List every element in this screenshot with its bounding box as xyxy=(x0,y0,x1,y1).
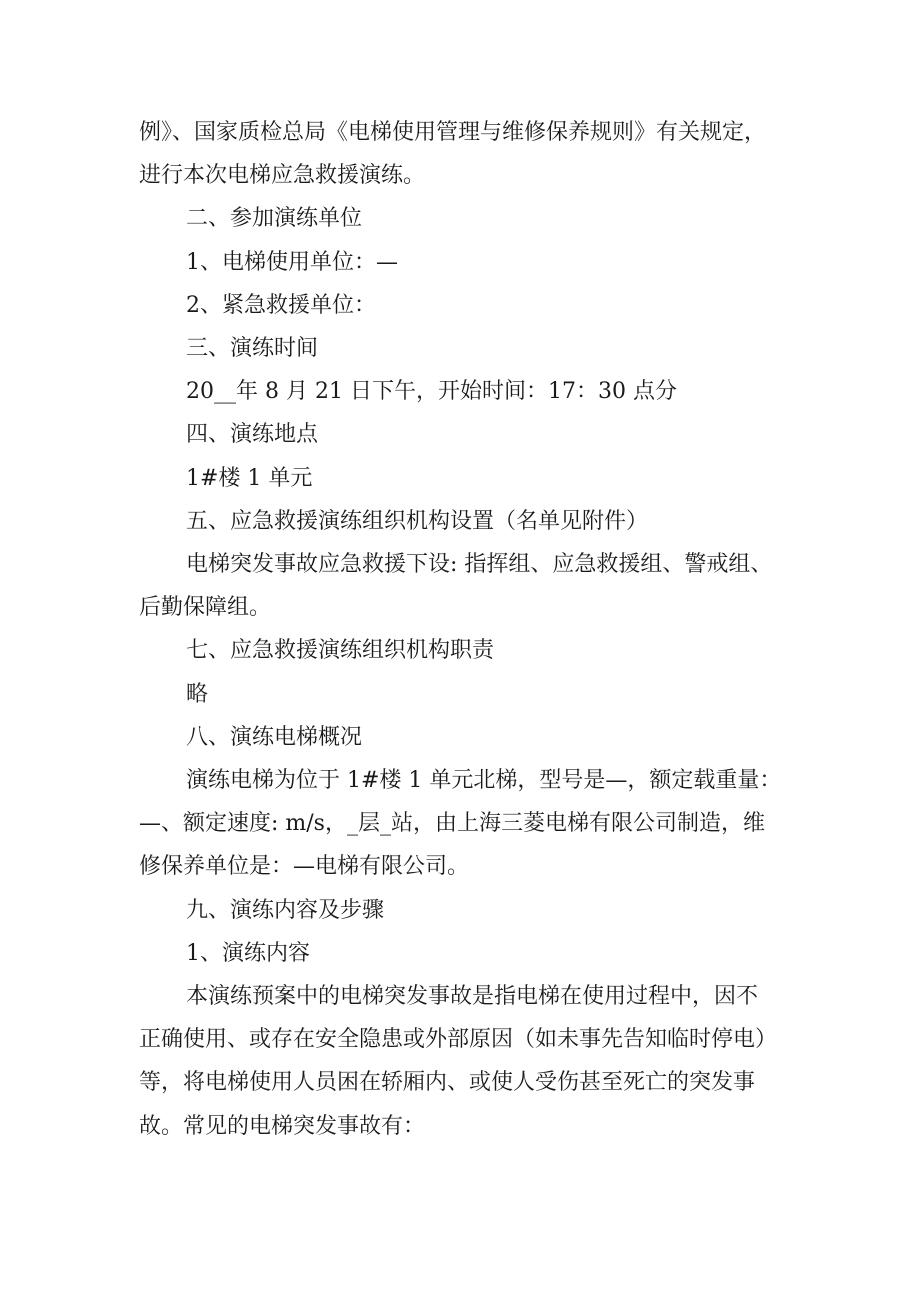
paragraph xyxy=(139,111,799,197)
text-line: 修保养单位是：—电梯有限公司。 xyxy=(139,854,470,880)
text-line: 三、演练时间 xyxy=(186,336,319,362)
text-line: 五、应急救援演练组织机构设置（名单见附件） xyxy=(186,508,649,534)
text-line: 故。常见的电梯突发事故有： xyxy=(139,1113,426,1139)
text-line: 九、演练内容及步骤 xyxy=(186,897,385,923)
paragraph xyxy=(139,673,799,716)
text-line: 1#楼 1 单元 xyxy=(186,465,313,491)
text-line: 本演练预案中的电梯突发事故是指电梯在使用过程中，因不 xyxy=(186,984,759,1010)
paragraph xyxy=(139,284,799,327)
text-line: 二、参加演练单位 xyxy=(186,206,363,232)
paragraph xyxy=(139,975,799,1148)
text-line: 20__年 8 月 21 日下午，开始时间：17：30 点分 xyxy=(186,379,677,405)
text-line: 演练电梯为位于 1#楼 1 单元北梯，型号是—，额定载重量： xyxy=(186,768,782,794)
text-line: 电梯突发事故应急救援下设: 指挥组、应急救援组、警戒组、 xyxy=(186,552,773,578)
text-line: 略 xyxy=(186,681,209,707)
text-line: 等，将电梯使用人员困在轿厢内、或使人受伤甚至死亡的突发事 xyxy=(139,1070,756,1096)
paragraph xyxy=(139,327,799,370)
paragraph xyxy=(139,889,799,932)
paragraph xyxy=(139,413,799,456)
text-line: 进行本次电梯应急救援演练。 xyxy=(139,163,426,189)
text-line: 后勤保障组。 xyxy=(139,595,272,621)
paragraph xyxy=(139,716,799,759)
text-line: 正确使用、或存在安全隐患或外部原因（如未事先告知临时停电） xyxy=(139,1027,778,1053)
text-line: 1、演练内容 xyxy=(186,940,310,966)
text-line: 2、紧急救援单位： xyxy=(186,292,376,318)
paragraph xyxy=(139,241,799,284)
text-line: 例》、国家质检总局《电梯使用管理与维修保养规则》有关规定， xyxy=(139,120,767,145)
text-line: 七、应急救援演练组织机构职责 xyxy=(186,638,495,664)
paragraph xyxy=(139,543,799,629)
paragraph xyxy=(139,932,799,975)
text-line: 四、演练地点 xyxy=(186,422,319,448)
paragraph xyxy=(139,457,799,500)
text-line: 1、电梯使用单位：— xyxy=(186,249,398,275)
paragraph xyxy=(139,629,799,672)
paragraph xyxy=(139,197,799,240)
text-line: 八、演练电梯概况 xyxy=(186,724,363,750)
text-line: —、额定速度: m/s，_层_站，由上海三菱电梯有限公司制造，维 xyxy=(139,811,765,837)
document-body xyxy=(139,111,799,1148)
paragraph xyxy=(139,370,799,413)
paragraph xyxy=(139,759,799,889)
paragraph xyxy=(139,500,799,543)
